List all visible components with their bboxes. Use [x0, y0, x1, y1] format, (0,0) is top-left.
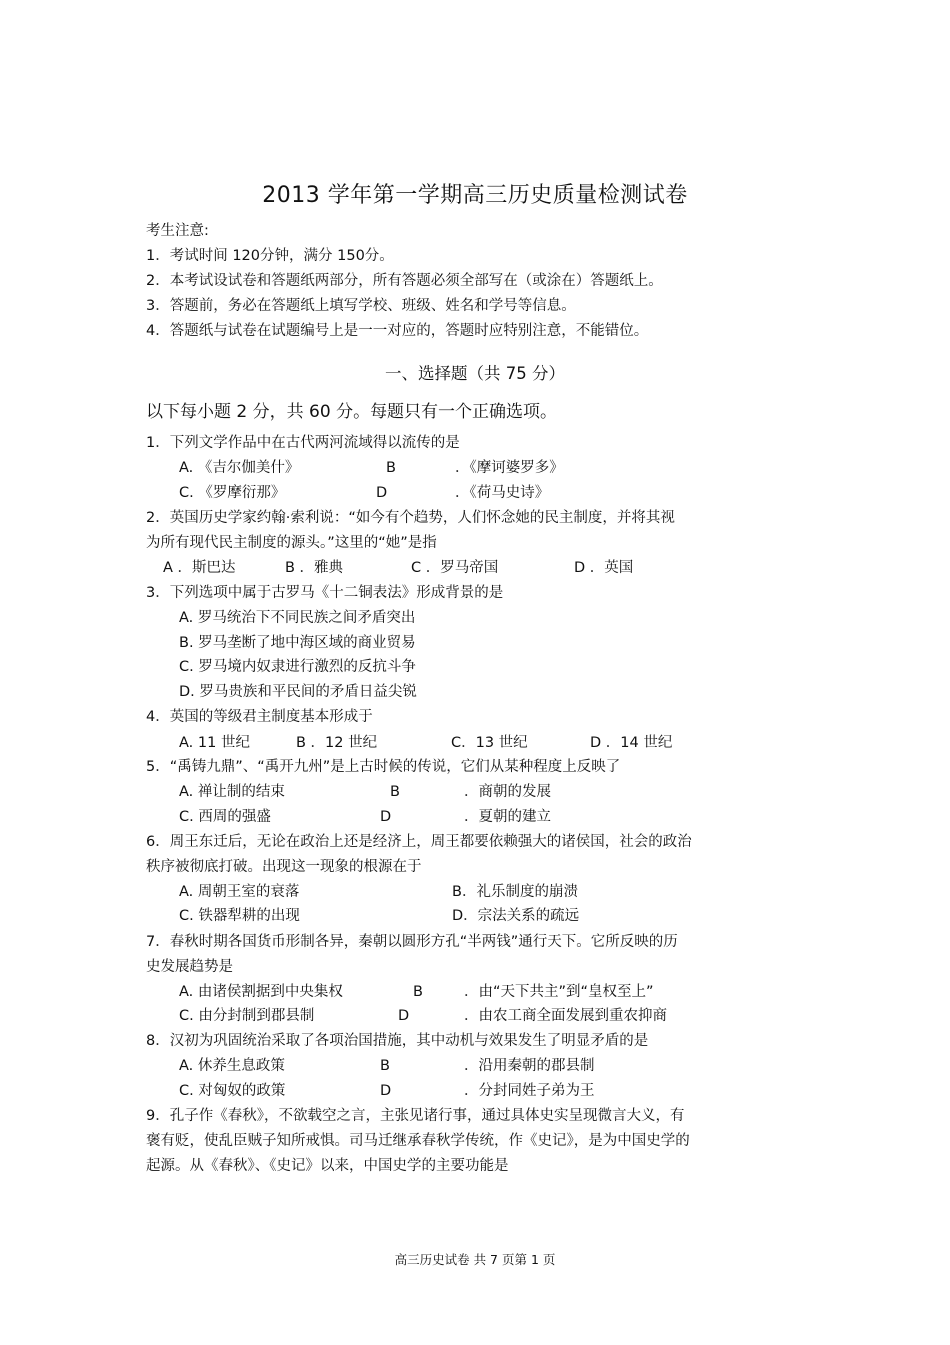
q7-option-b-letter: B [413, 984, 423, 1000]
q9-stem-line-3: 起源。从《春秋》、《史记》以来，中国史学的主要功能是 [146, 1158, 509, 1174]
q3-option-a: A. 罗马统治下不同民族之间矛盾突出 [179, 610, 416, 626]
q5-option-b: ．商朝的发展 [464, 784, 551, 800]
q7-stem-line-1: 7．春秋时期各国货币形制各异，秦朝以圆形方孔“半两钱”通行天下。它所反映的历 [146, 934, 678, 950]
notice-heading: 考生注意: [146, 223, 209, 239]
q2-stem-line-2: 为所有现代民主制度的源头。”这里的“她”是指 [146, 535, 437, 551]
q1-option-b: ．《摩诃婆罗多》 [455, 460, 564, 476]
q3-option-c: C. 罗马境内奴隶进行激烈的反抗斗争 [179, 659, 416, 675]
q3-option-d: D. 罗马贵族和平民间的矛盾日益尖锐 [179, 684, 417, 700]
page-footer: 高三历史试卷 共 7 页第 1 页 [394, 1252, 556, 1267]
q4-option-a: A. 11 世纪 [179, 735, 250, 751]
q9-stem-line-2: 褒有贬，使乱臣贼子知所戒惧。司马迁继承春秋学传统，作《史记》，是为中国史学的 [146, 1133, 690, 1149]
q8-option-d: ．分封同姓子弟为王 [464, 1083, 595, 1099]
notice-item-1: 1．考试时间 120分钟，满分 150分。 [146, 248, 394, 264]
q8-option-c: C. 对匈奴的政策 [179, 1083, 286, 1099]
q6-option-d: D．宗法关系的疏远 [452, 908, 580, 924]
q1-stem: 1．下列文学作品中在古代两河流域得以流传的是 [146, 435, 460, 451]
q6-option-b: B．礼乐制度的崩溃 [452, 884, 578, 900]
q2-option-d: D ．英国 [574, 560, 634, 576]
q6-option-c: C. 铁器犁耕的出现 [179, 908, 300, 924]
q2-option-c: C ．罗马帝国 [411, 560, 499, 576]
q4-stem: 4．英国的等级君主制度基本形成于 [146, 709, 373, 725]
q5-option-b-letter: B [390, 784, 400, 800]
q6-stem-line-2: 秩序被彻底打破。出现这一现象的根源在于 [146, 859, 422, 875]
q7-option-a: A. 由诸侯割据到中央集权 [179, 984, 343, 1000]
q3-stem: 3．下列选项中属于古罗马《十二铜表法》形成背景的是 [146, 585, 504, 601]
q2-option-b: B ．雅典 [285, 560, 344, 576]
q6-option-a: A. 周朝王室的衰落 [179, 884, 300, 900]
notice-item-4: 4．答题纸与试卷在试题编号上是一一对应的，答题时应特别注意，不能错位。 [146, 323, 649, 339]
q5-option-d-letter: D [380, 809, 392, 825]
q7-option-b: ．由“天下共主”到“皇权至上” [464, 984, 654, 1000]
page-title: 2013 学年第一学期高三历史质量检测试卷 [262, 183, 688, 208]
q7-option-d: ．由农工商全面发展到重农抑商 [464, 1008, 667, 1024]
q8-stem: 8．汉初为巩固统治采取了各项治国措施，其中动机与效果发生了明显矛盾的是 [146, 1033, 649, 1049]
q5-option-c: C. 西周的强盛 [179, 809, 271, 825]
q7-option-c: C. 由分封制到郡县制 [179, 1008, 315, 1024]
q4-option-b: B ．12 世纪 [296, 735, 378, 751]
q1-option-d: ．《荷马史诗》 [455, 485, 550, 501]
q1-option-b-letter: B [386, 460, 396, 476]
q5-option-d: ．夏朝的建立 [464, 809, 551, 825]
q4-option-d: D ．14 世纪 [590, 735, 673, 751]
q1-option-a: A. 《吉尔伽美什》 [179, 460, 300, 476]
q6-stem-line-1: 6．周王东迁后，无论在政治上还是经济上，周王都要依赖强大的诸侯国，社会的政治 [146, 834, 692, 850]
q8-option-b-letter: B [380, 1058, 390, 1074]
q2-stem-line-1: 2．英国历史学家约翰·索利说：“如今有个趋势，人们怀念她的民主制度，并将其视 [146, 510, 675, 526]
section-heading: 一、选择题（共 75 分） [385, 364, 565, 383]
q8-option-d-letter: D [380, 1083, 392, 1099]
q9-stem-line-1: 9．孔子作《春秋》，不欲载空之言，主张见诸行事，通过具体史实呈现微言大义，有 [146, 1108, 685, 1124]
notice-item-2: 2．本考试设试卷和答题纸两部分，所有答题必须全部写在（或涂在）答题纸上。 [146, 273, 663, 289]
q2-option-a: A ．斯巴达 [163, 560, 236, 576]
q7-option-d-letter: D [398, 1008, 410, 1024]
q5-stem: 5．“禹铸九鼎”、“禹开九州”是上古时候的传说，它们从某种程度上反映了 [146, 759, 621, 775]
q1-option-c: C. 《罗摩衍那》 [179, 485, 286, 501]
q1-option-d-letter: D [376, 485, 388, 501]
q4-option-c: C．13 世纪 [451, 735, 528, 751]
q7-stem-line-2: 史发展趋势是 [146, 959, 233, 975]
q3-option-b: B. 罗马垄断了地中海区域的商业贸易 [179, 635, 416, 651]
section-instruction: 以下每小题 2 分，共 60 分。每题只有一个正确选项。 [146, 402, 558, 422]
q8-option-b: ．沿用秦朝的郡县制 [464, 1058, 595, 1074]
notice-item-3: 3．答题前，务必在答题纸上填写学校、班级、姓名和学号等信息。 [146, 298, 576, 314]
q8-option-a: A. 休养生息政策 [179, 1058, 285, 1074]
q5-option-a: A. 禅让制的结束 [179, 784, 285, 800]
